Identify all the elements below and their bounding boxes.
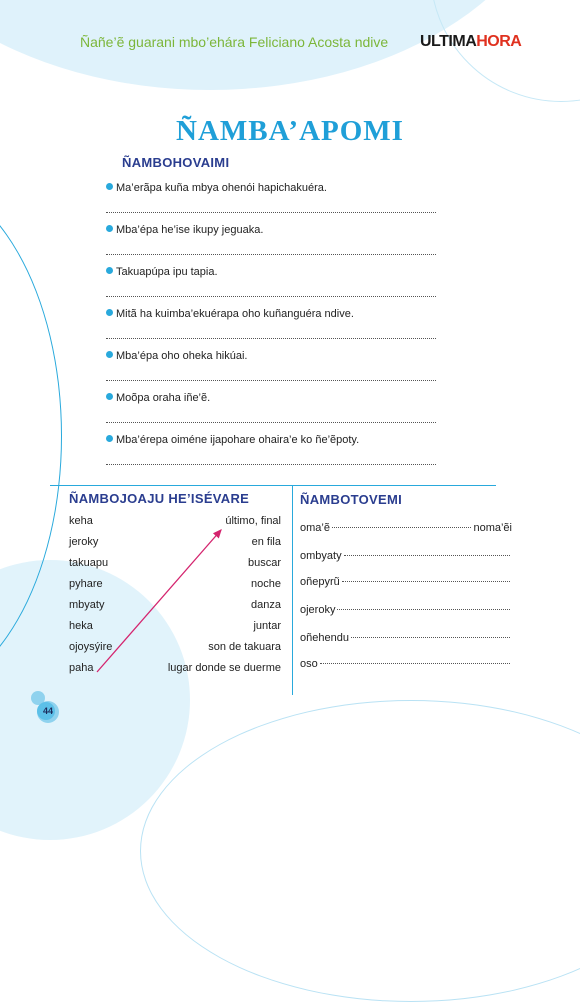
question-text: Mba’épa oho oheka hikúai. (116, 350, 248, 362)
match-term[interactable]: mbyaty (69, 599, 105, 611)
section-title-questions: ÑAMBOHOVAIMI (122, 155, 230, 170)
match-term[interactable]: keha (69, 515, 93, 527)
match-meaning[interactable]: lugar donde se duerme (167, 662, 281, 674)
match-meaning[interactable]: buscar (247, 557, 281, 569)
antonym-row (300, 658, 512, 670)
antonym-answer-line[interactable] (337, 609, 510, 610)
page-number: 44 (43, 706, 54, 716)
antonym-word: oso (300, 658, 318, 670)
match-meaning[interactable]: último, final (225, 515, 281, 527)
section-title-antonyms: ÑAMBOTOVEMI (300, 492, 403, 507)
match-term[interactable]: takuapu (69, 557, 109, 569)
antonym-word: ombyaty (300, 550, 342, 562)
antonym-word: ojeroky (300, 604, 336, 616)
question-text: Mba’épa he’ise ikupy jeguaka. (116, 224, 264, 236)
antonym-row (300, 550, 512, 562)
question-text: Moõpa oraha iñe’ẽ. (116, 392, 211, 404)
question-text: Mitã ha kuimba’ekuérapa oho kuñanguéra ndive. (116, 308, 354, 320)
question-text: Ma’erãpa kuña mbya ohenói hapichakuéra. (116, 182, 327, 194)
match-term[interactable]: jeroky (69, 536, 99, 548)
match-term[interactable]: heka (69, 620, 93, 632)
match-meaning[interactable]: juntar (253, 620, 281, 632)
antonym-answer-line[interactable] (332, 527, 472, 528)
antonym-answer: noma’ẽi (473, 522, 512, 534)
antonym-row (300, 522, 512, 534)
question-text: Takuapúpa ipu tapia. (116, 266, 218, 278)
match-term[interactable]: pyhare (69, 578, 103, 590)
antonym-row (300, 632, 512, 644)
match-meaning[interactable]: danza (251, 599, 281, 611)
antonym-answer-line[interactable] (320, 663, 510, 664)
header-subtitle: Ñañe’ẽ guarani mbo’ehára Feliciano Acosta ndive (80, 34, 389, 50)
antonym-word: oñehendu (300, 632, 349, 644)
match-meaning[interactable]: en fila (251, 536, 281, 548)
brand-logo-part1: ULTIMA (420, 33, 477, 50)
match-meaning[interactable]: noche (251, 578, 281, 590)
antonym-row (300, 576, 512, 588)
question-text: Mba’érepa oiméne ijapohare ohaira’e ko ñe’ẽpoty. (116, 434, 360, 446)
antonym-word: oñepyrũ (300, 576, 340, 588)
antonym-answer-line[interactable] (344, 555, 510, 556)
antonym-answer-line[interactable] (351, 637, 510, 638)
brand-logo-part2: HORA (476, 33, 522, 50)
antonym-word: oma’ẽ (300, 522, 330, 534)
antonym-row (300, 604, 512, 616)
match-term[interactable]: ojoysýire (69, 641, 113, 653)
section-title-matching: ÑAMBOJOAJU HE’ISÉVARE (69, 491, 250, 506)
match-meaning[interactable]: son de takuara (208, 641, 281, 653)
antonym-answer-line[interactable] (342, 581, 510, 582)
match-term[interactable]: paha (69, 662, 94, 674)
page-title: ÑAMBA’APOMI (176, 115, 404, 147)
